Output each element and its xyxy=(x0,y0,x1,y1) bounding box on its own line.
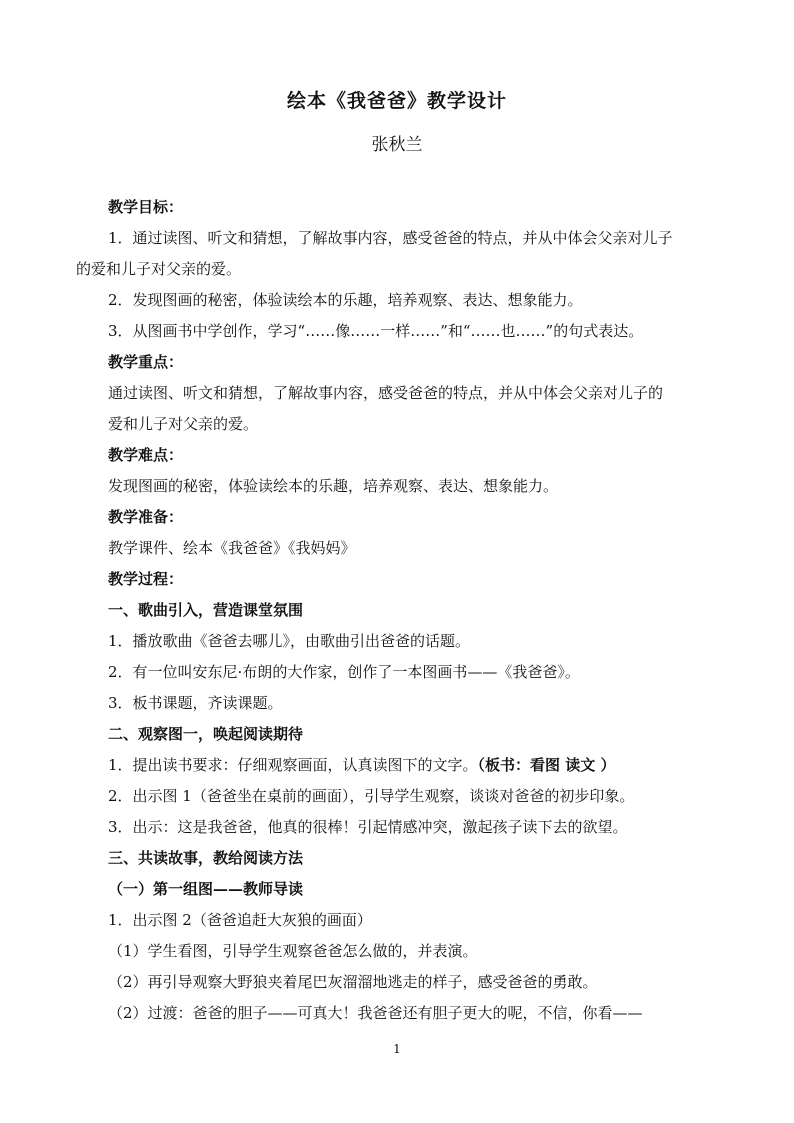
goal-1-text: 1．通过读图、听文和猜想，了解故事内容，感受爸爸的特点，并从中体会父亲对儿子 xyxy=(108,229,673,247)
part2-item3: 3．出示：这是我爸爸，他真的很棒！引起情感冲突，激起孩子读下去的欲望。 xyxy=(108,818,628,836)
part3-sub1-heading: （一）第一组图——教师导读 xyxy=(108,880,304,898)
goal-1-line2: 的爱和儿子对父亲的爱。 xyxy=(76,260,242,278)
key-line1: 通过读图、听文和猜想，了解故事内容，感受爸爸的特点，并从中体会父亲对儿子的 xyxy=(108,384,664,402)
goal-1-line1 xyxy=(108,223,708,254)
goals-heading: 教学目标： xyxy=(108,198,184,216)
part1-item3: 3．板书课题，齐读课题。 xyxy=(108,694,283,712)
difficulty-heading: 教学难点： xyxy=(108,446,184,464)
difficulty-text: 发现图画的秘密，体验读绘本的乐趣，培养观察、表达、想象能力。 xyxy=(108,477,559,495)
part3-item1-b: （2）再引导观察大野狼夹着尾巴灰溜溜地逃走的样子，感受爸爸的勇敢。 xyxy=(108,973,598,991)
prep-heading: 教学准备： xyxy=(108,508,184,526)
part2-heading: 二、观察图一，唤起阅读期待 xyxy=(108,725,304,743)
page-number: 1 xyxy=(393,1042,401,1056)
part1-item1: 1．播放歌曲《爸爸去哪儿》，由歌曲引出爸爸的话题。 xyxy=(108,632,471,650)
document-title: 绘本《我爸爸》教学设计 xyxy=(286,90,507,112)
process-heading: 教学过程： xyxy=(108,570,184,588)
key-heading: 教学重点： xyxy=(108,353,184,371)
part3-item1-a: （1）学生看图，引导学生观察爸爸怎么做的，并表演。 xyxy=(108,942,478,960)
part2-item1-board-note: （板书：看图 读文 ） xyxy=(477,756,616,774)
key-line2: 爱和儿子对父亲的爱。 xyxy=(108,415,259,433)
document-author: 张秋兰 xyxy=(371,135,423,155)
goal-3: 3．从图画书中学创作，学习“……像……一样……”和“……也……”的句式表达。 xyxy=(108,322,644,340)
part3-heading: 三、共读故事，教给阅读方法 xyxy=(108,849,304,867)
part3-item1-c: （2）过渡：爸爸的胆子——可真大！我爸爸还有胆子更大的呢，不信，你看—— xyxy=(108,1004,643,1022)
part1-item2: 2．有一位叫安东尼·布朗的大作家，创作了一本图画书——《我爸爸》。 xyxy=(108,663,580,681)
part2-item1 xyxy=(108,750,708,781)
part2-item2: 2．出示图 1（爸爸坐在桌前的画面），引导学生观察，谈谈对爸爸的初步印象。 xyxy=(108,787,635,805)
part2-item1-text: 1．提出读书要求：仔细观察画面，认真读图下的文字。 xyxy=(108,756,478,774)
goal-2: 2．发现图画的秘密，体验读绘本的乐趣，培养观察、表达、想象能力。 xyxy=(108,291,583,309)
part1-heading: 一、歌曲引入，营造课堂氛围 xyxy=(108,601,304,619)
document-body xyxy=(76,192,708,1029)
part3-item1: 1．出示图 2（爸爸追赶大灰狼的画面） xyxy=(108,911,372,929)
prep-text: 教学课件、绘本《我爸爸》《我妈妈》 xyxy=(108,539,356,557)
